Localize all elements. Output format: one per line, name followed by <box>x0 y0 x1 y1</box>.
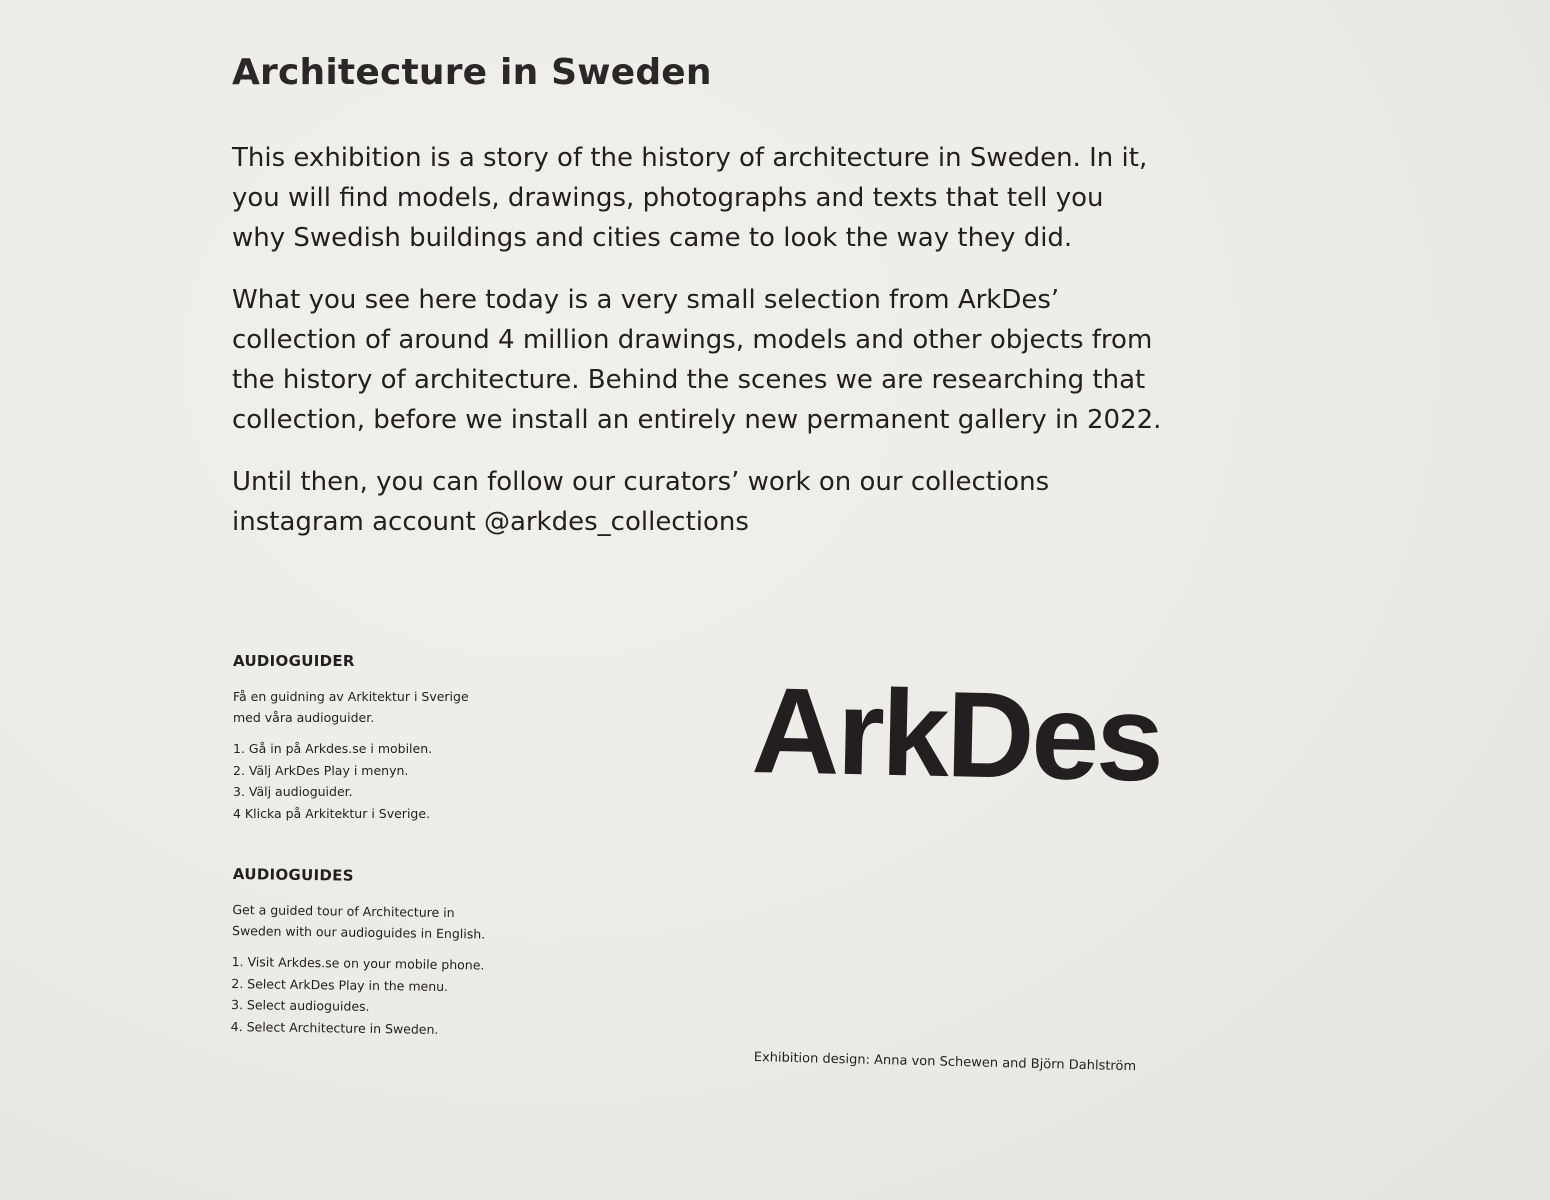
intro-text <box>232 138 1162 564</box>
list-item: 3. Select audioguides. <box>230 996 370 1014</box>
list-item: 1. Gå in på Arkdes.se i mobilen. <box>233 741 433 756</box>
list-item: 4 Klicka på Arkitektur i Sverige. <box>233 805 431 821</box>
audioguider-heading: AUDIOGUIDER <box>233 652 355 670</box>
exhibition-credit: Exhibition design: Anna von Schewen and Björn Dahlström <box>753 1050 1137 1075</box>
audioguider-description: Få en guidning av Arkitektur i Sverige med våra audioguider. <box>233 689 469 725</box>
audioguides-section <box>231 865 493 1041</box>
intro-paragraph: What you see here today is a very small selection from ArkDes’ collection of around 4 million drawings, models and other objects from the history of architecture. Behind the scenes we are researching that collection, before we install an entirely new permanent gallery in 2022. <box>232 285 1162 435</box>
exhibition-title: Architecture in Sweden <box>232 52 712 93</box>
list-item: 2. Välj ArkDes Play i menyn. <box>233 762 409 778</box>
audioguides-heading: AUDIOGUIDES <box>232 865 354 885</box>
arkdes-logo: ArkDes <box>750 662 1163 807</box>
list-item: 4. Select Architecture in Sweden. <box>230 1018 439 1037</box>
list-item: 1. Visit Arkdes.se on your mobile phone. <box>231 953 485 973</box>
intro-paragraph: This exhibition is a story of the history of architecture in Sweden. In it, you will find models, drawings, photographs and texts that tell you why Swedish buildings and cities came to look the way they did. <box>232 143 1148 253</box>
list-item: 2. Select ArkDes Play in the menu. <box>231 975 449 994</box>
intro-paragraph: Until then, you can follow our curators’ work on our collections instagram account @arkdes_collections <box>232 467 1050 537</box>
audioguides-steps <box>231 951 492 1041</box>
list-item: 3. Välj audioguider. <box>233 784 353 799</box>
audioguider-steps <box>233 738 493 824</box>
audioguider-section <box>233 652 493 824</box>
audioguides-description: Get a guided tour of Architecture in Sweden with our audioguides in English. <box>231 901 486 942</box>
